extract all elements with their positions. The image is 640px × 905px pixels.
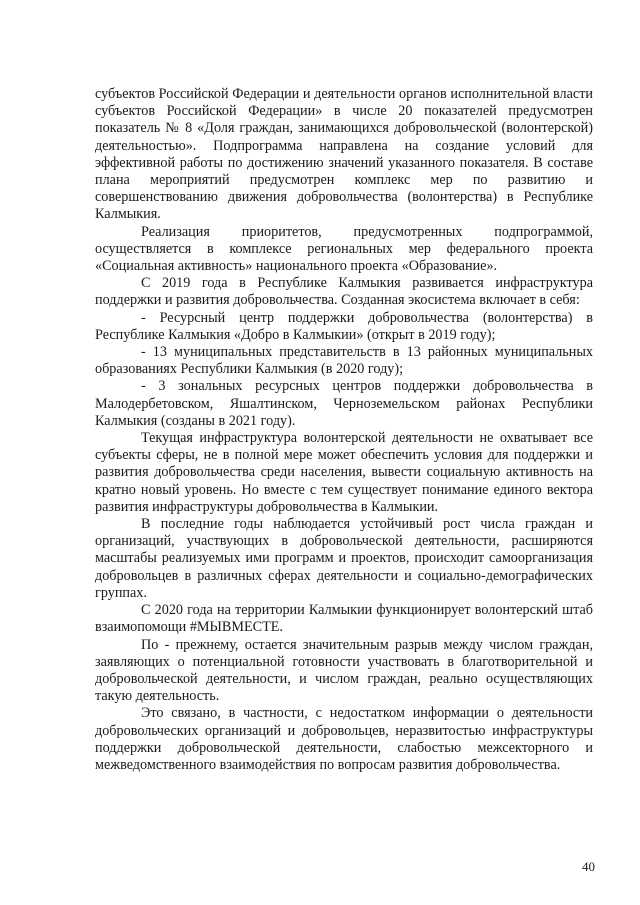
document-body	[95, 86, 593, 774]
paragraph: В последние годы наблюдается устойчивый рост числа граждан и организаций, участвующих в добровольческой деятельности, расширяются масштабы реализуемых ими программ и проектов, происходит самоорганизация добровольцев в различных сферах деятельности и социально-демографических группах.	[95, 516, 593, 601]
paragraph: Текущая инфраструктура волонтерской деятельности не охватывает все субъекты сферы, не в полной мере может обеспечить условия для поддержки и развития добровольчества среди населения, вывести социальную активность на кратно новый уровень. Но вместе с тем существует понимание единого вектора развития инфраструктуры добровольчества в Калмыкии.	[95, 430, 593, 515]
list-item: - 3 зональных ресурсных центров поддержки добровольчества в Малодербетовском, Яшалтинском, Черноземельском районах Республики Калмыкия (созданы в 2021 году).	[95, 378, 593, 429]
paragraph: По - прежнему, остается значительным разрыв между числом граждан, заявляющих о потенциальной готовности участвовать в благотворительной и добровольческой деятельности, и числом граждан, реально осуществляющих такую деятельность.	[95, 636, 593, 705]
list-item: - 13 муниципальных представительств в 13 районных муниципальных образованиях Республики Калмыкия (в 2020 году);	[95, 344, 593, 378]
paragraph: С 2020 года на территории Калмыкии функционирует волонтерский штаб взаимопомощи #МЫВМЕСТЕ.	[95, 602, 593, 636]
paragraph: С 2019 года в Республике Калмыкия развивается инфраструктура поддержки и развития добровольчества. Созданная экосистема включает в себя:	[95, 275, 593, 309]
paragraph-continuation: субъектов Российской Федерации и деятельности органов исполнительной власти субъектов Российской Федерации» в числе 20 показателей предусмотрен показатель № 8 «Доля граждан, занимающихся добровольческой (волонтерской) деятельностью». Подпрограмма направлена на создание условий для эффективной работы по достижению значений указанного показателя. В составе плана мероприятий предусмотрен комплекс мер по развитию и совершенствованию движения добровольчества (волонтерства) в Республике Калмыкия.	[95, 86, 593, 223]
paragraph: Реализация приоритетов, предусмотренных подпрограммой, осуществляется в комплексе региональных мер федерального проекта «Социальная активность» национального проекта «Образование».	[95, 223, 593, 275]
list-item: - Ресурсный центр поддержки добровольчества (волонтерства) в Республике Калмыкия «Добро в Калмыкии» (открыт в 2019 году);	[95, 309, 593, 343]
paragraph: Это связано, в частности, с недостатком информации о деятельности добровольческих организаций и добровольцев, неразвитостью инфраструктуры поддержки добровольческой деятельности, слабостью межсекторного и межведомственного взаимодействия по вопросам развития добровольчества.	[95, 705, 593, 773]
page-number: 40	[582, 859, 595, 874]
